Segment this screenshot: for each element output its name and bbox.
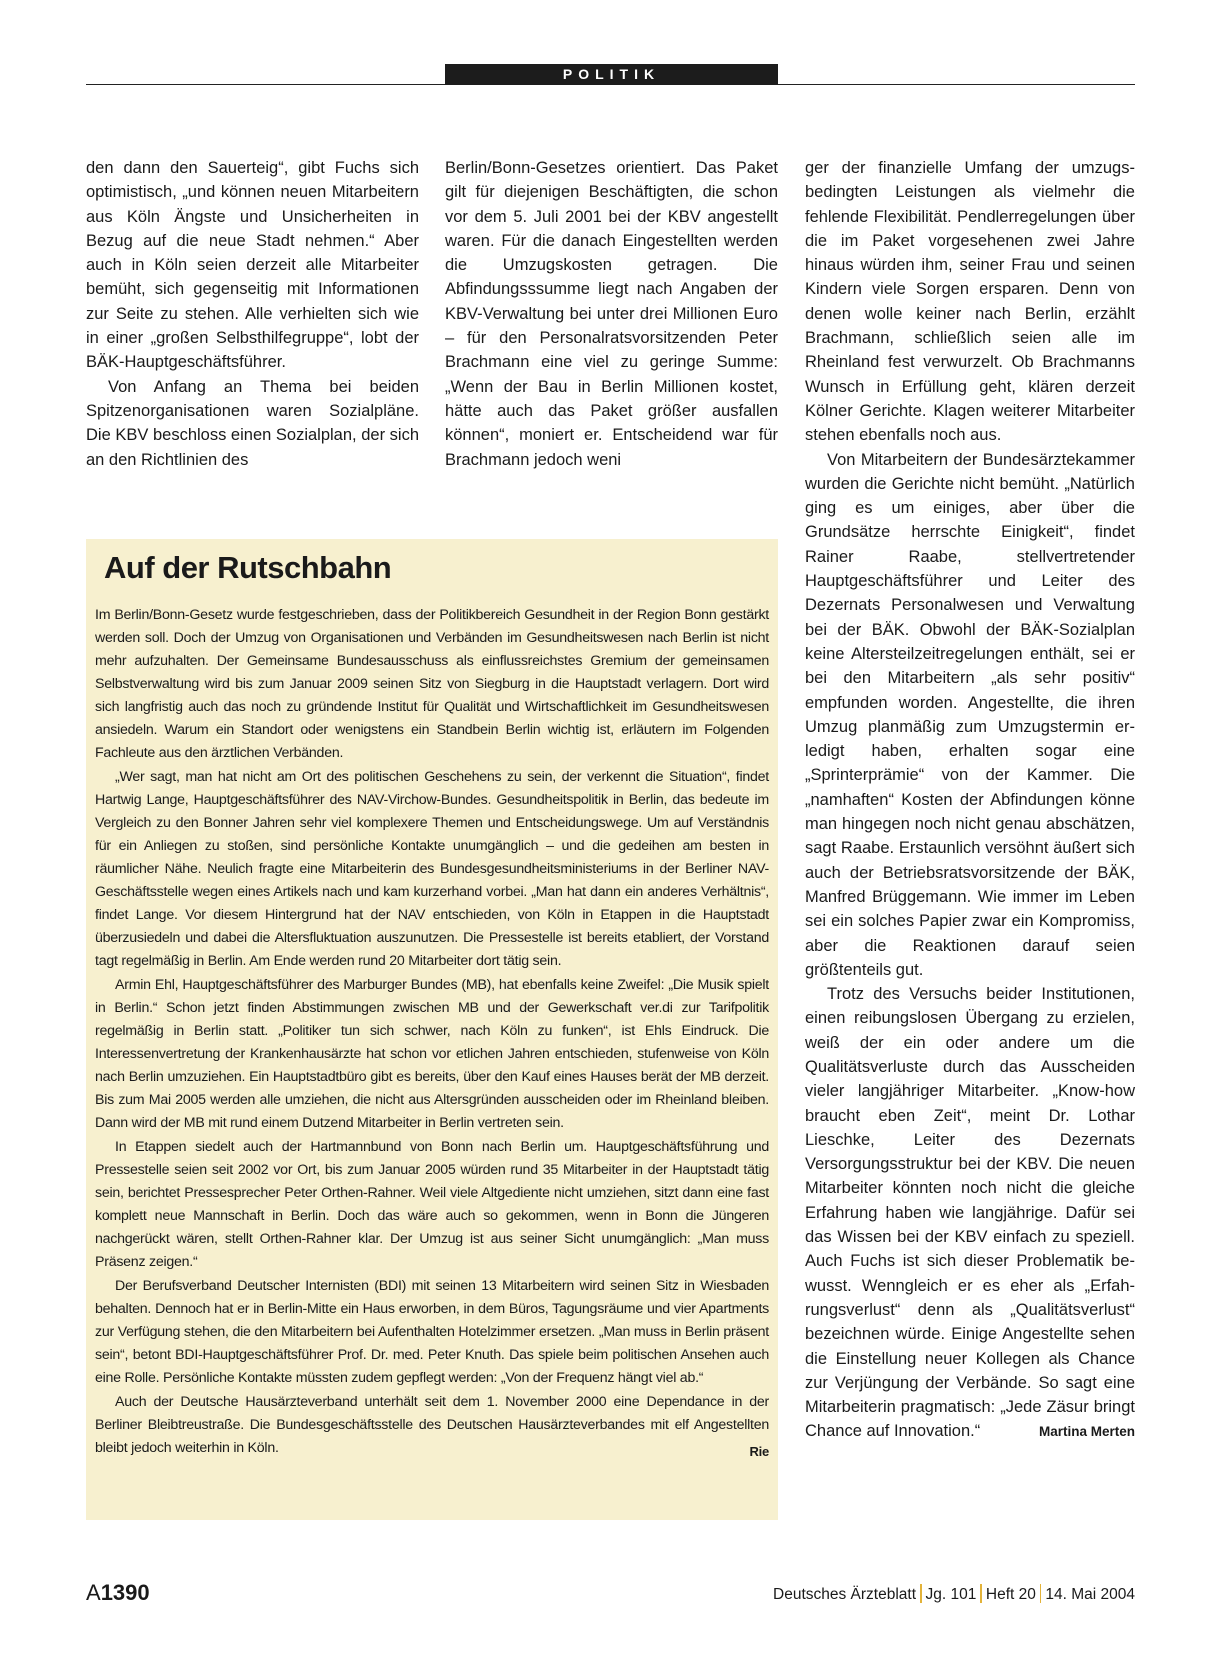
article-author: Martina Merten [1038,1424,1135,1440]
page-number-value: 1390 [100,1580,150,1605]
separator [1040,1584,1042,1603]
page-number [86,1580,150,1606]
journal-date: 14. Mai 2004 [1045,1586,1135,1603]
box-signature: Rie [749,1444,769,1459]
footer-citation [773,1584,1135,1604]
box-paragraph: „Wer sagt, man hat nicht am Ort des politischen Geschehens zu sein, der verkennt die Situation“, findet Hartwig Lange, Hauptgeschäftsführer des NAV-Virchow-Bundes. Gesundheitspolitik in Berlin, das bedeute im Vergleich zu den Bonner Jahren sehr viel komplexere Themen und Entscheidungswege. Um auf Verständnis für ein Anliegen zu stoßen, sind persönliche Kontakte unumgänglich – und die gedeihen am besten in räumlicher Nähe. Neulich fragte eine Mitarbeiterin des Bundesgesundheitsministeriums in der Berliner NAV-Geschäftsstelle wegen eines Artikels nach und kam kurzerhand vorbei. „Man hat dann ein anderes Verhältnis“, findet Lange. Vor diesem Hintergrund hat der NAV entschieden, von Köln in Etappen in die Hauptstadt überzusiedeln und dabei die Altersfluktuation auszunutzen. Die Pressestelle ist bereits etabliert, der Vorstand tagt regelmäßig in Berlin. Am Ende werden rund 20 Mitarbeiter dort tätig sein. [95,769,769,969]
article-column-2 [445,156,778,472]
box-title: Auf der Rutschbahn [104,550,392,585]
box-paragraph: Auch der Deutsche Hausärzteverband unterhält seit dem 1. November 2000 eine Dependance in der Berliner Bleibtreustraße. Die Bundesgeschäftsstelle des Deutschen Hausärzteverbandes mit elf Angestellten bleibt jedoch weiterhin in Köln. [95,1394,769,1456]
journal-volume: Jg. 101 [925,1586,977,1603]
article-column-3 [805,156,1135,1444]
paragraph: ger der finanzielle Umfang der umzugsbedingten Leistungen als vielmehr die fehlende Flexibilität. Pendlerregelungen über die im Paket vorgesehenen zwei Jahre hinaus würden ihm, seiner Frau und seinen Kindern viele Sorgen ersparen. Denn von denen wolle keiner nach Berlin, erzählt Brachmann, schließlich seien alle im Rheinland fest verwurzelt. Ob Brachmanns Wunsch in Erfüllung geht, klären derzeit Kölner Gerichte. Klagen weiterer Mitarbeiter stehen ebenfalls noch aus. [805,159,1135,445]
box-paragraph: Armin Ehl, Hauptgeschäftsführer des Marburger Bundes (MB), hat ebenfalls keine Zweifel: „Die Musik spielt in Berlin.“ Schon jetzt finden Abstimmungen zwischen MB und der Gewerkschaft ver.di zur Tarifpolitik regelmäßig in Berlin statt. „Politiker tun sich schwer, nach Köln zu funken“, ist Ehls Eindruck. Die Interessenvertretung der Krankenhausärzte hat schon vor etlichen Jahren entschieden, stufenweise von Köln nach Berlin umzuziehen. Ein Hauptstadtbüro gibt es bereits, über den Kauf eines Hauses berät der MB derzeit. Bis zum Mai 2005 werden alle umziehen, die nicht aus Altersgründen ausscheiden oder im Rheinland bleiben. Dann wird der MB mit rund einem Dutzend Mitarbeiter in Berlin vertreten sein. [95,977,769,1131]
box-paragraph: In Etappen siedelt auch der Hartmannbund von Bonn nach Berlin um. Hauptgeschäftsführung und Pressestelle seien seit 2002 vor Ort, bis zum Januar 2005 würden rund 35 Mitarbeiter in der Hauptstadt tätig sein, berichtet Pressesprecher Peter Orthen-Rahner. Weil viele Altgediente nicht umziehen, sitzt dann eine fast komplett neue Mannschaft in Berlin. Doch das wäre auch so gekommen, wenn in Bonn die Jüngeren nachgerückt wären, stellt Orthen-Rahner klar. Der Umzug ist aus seiner Sicht unumgänglich: „Man muss Präsenz zeigen.“ [95,1139,769,1270]
paragraph: Trotz des Versuchs beider Institutionen, einen reibungslosen Übergang zu erzielen, weiß der ein oder andere um die Qualitätsverluste durch das Ausscheiden vieler langjähriger Mitarbeiter. „Know-how braucht eben Zeit“, meint Dr. Lothar Lieschke, Leiter des Dezernats Versorgungsstruktur bei der KBV. Die neuen Mitarbeiter könnten noch nicht die gleiche Erfahrung haben wie langjährige. Dafür sei das Wissen bei der KBV einfach zu speziell. Auch Fuchs ist sich dieser Problematik bewusst. Wenngleich er es eher als „Erfahrungsverlust“ denn als „Qualitätsverlust“ bezeichnen würde. Einige Angestellte sehen die Einstellung neuer Kollegen als Chance zur Verjüngung der Verbände. So sagt eine Mitarbeiterin pragmatisch: „Jede Zäsur bringt Chance auf Innovation.“ [805,985,1135,1441]
paragraph: Von Mitarbeitern der Bundesärztekammer wurden die Gerichte nicht bemüht. „Natürlich ging es um einiges, aber über die Grundsätze herrschte Einigkeit“, findet Rainer Raabe, stellvertretender Hauptgeschäftsführer und Leiter des Dezernats Personalwesen und Verwaltung bei der BÄK. Obwohl der BÄK-Sozialplan keine Altersteilzeitregelungen enthält, sei er bei den Mitarbeitern „als sehr positiv“ empfunden worden. Angestellte, die ihren Umzug planmäßig zum Umzugstermin erledigt haben, erhalten sogar eine „Sprinterprämie“ von der Kammer. Die „namhaften“ Kosten der Abfindungen könne man hingegen noch nicht genau abschätzen, sagt Raabe. Erstaunlich versöhnt äußert sich auch der Betriebsratsvorsitzende der BÄK, Manfred Brüggemann. Wie immer im Leben sei ein solches Papier zwar ein Kompromiss, aber die Reaktionen darauf seien größtenteils gut. [805,450,1135,979]
section-label: POLITIK [445,64,778,85]
sidebar-box [86,539,778,1520]
separator [920,1584,922,1603]
box-body [95,604,769,1463]
journal-name: Deutsches Ärzteblatt [773,1586,917,1603]
box-paragraph: Im Berlin/Bonn-Gesetz wurde festgeschrieben, dass der Politikbereich Gesundheit in der Region Bonn gestärkt werden soll. Doch der Umzug von Organisationen und Verbänden im Gesundheitswesen nach Berlin ist nicht mehr aufzuhalten. Der Gemeinsame Bundesausschuss als einflussreichstes Gremium der gemeinsamen Selbstverwaltung wird bis zum Januar 2009 seinen Sitz von Siegburg in die Hauptstadt verlagern. Dort wird sich langfristig auch das noch zu gründende Institut für Qualität und Wirtschaftlichkeit im Gesundheitswesen ansiedeln. Warum ein Standort oder wenigstens ein Standbein Berlin wichtig ist, erläutern im Folgenden Fachleute aus den ärztlichen Verbänden. [95,607,769,761]
page-prefix: A [86,1580,101,1605]
box-paragraph: Der Berufsverband Deutscher Internisten (BDI) mit seinen 13 Mitarbeitern wird seinen Sitz in Wiesbaden behalten. Dennoch hat er in Berlin-Mitte ein Haus erworben, in dem Büros, Tagungsräume und vier Apartments zur Verfügung stehen, die den Mitarbeitern bei Aufenthalten Hotelzimmer ersetzen. „Man muss in Berlin präsent sein“, betont BDI-Hauptgeschäftsführer Prof. Dr. med. Peter Knuth. Das spiele beim politischen Ansehen auch eine Rolle. Persönliche Kontakte müssten zudem gepflegt werden: „Von der Frequenz hängt viel ab.“ [95,1278,769,1386]
separator [980,1584,982,1603]
paragraph: den dann den Sauerteig“, gibt Fuchs sich optimistisch, „und können neuen Mitarbeitern aus Köln Ängste und Unsicherheiten in Bezug auf die neue Stadt nehmen.“ Aber auch in Köln seien derzeit alle Mitarbeiter bemüht, sich gegenseitig mit Informationen zur Seite zu stehen. Alle verhielten sich wie in einer „großen Selbsthilfegruppe“, lobt der BÄK-Hauptgeschäftsführer. [86,159,419,372]
paragraph: Berlin/Bonn-Gesetzes orientiert. Das Paket gilt für diejenigen Beschäftigten, die schon vor dem 5. Juli 2001 bei der KBV angestellt waren. Für die danach Eingestellten werden die Umzugskosten getragen. Die Abfindungsssumme liegt nach Angaben der KBV-Verwaltung bei unter drei Millionen Euro – für den Personalratsvorsitzenden Peter Brachmann eine viel zu geringe Summe: „Wenn der Bau in Berlin Millionen kostet, hätte auch das Paket größer ausfallen können“, moniert er. Entscheidend war für Brachmann jedoch weni [445,159,778,469]
journal-issue: Heft 20 [985,1586,1036,1603]
paragraph: Von Anfang an Thema bei beiden Spitzenorganisationen waren Sozialpläne. Die KBV beschloss einen Sozialplan, der sich an den Richtlinien des [86,377,419,469]
article-column-1 [86,156,419,472]
